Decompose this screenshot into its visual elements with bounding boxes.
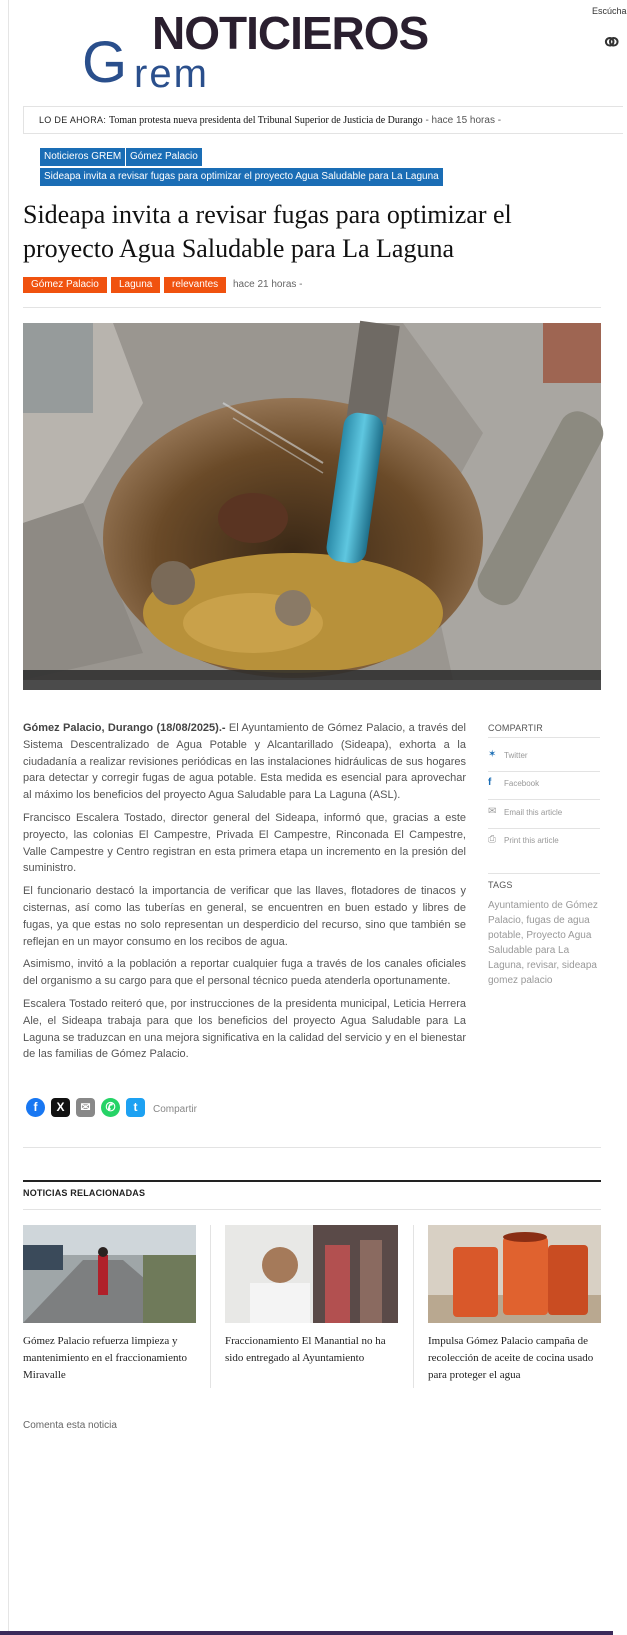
logo-rem: rem bbox=[134, 52, 209, 96]
column-separator bbox=[210, 1225, 211, 1388]
breadcrumb-home[interactable]: Noticieros GREM bbox=[40, 148, 125, 166]
category-tag[interactable]: relevantes bbox=[164, 277, 226, 293]
paragraph bbox=[23, 720, 466, 804]
divider bbox=[23, 1180, 601, 1182]
ticker-headline[interactable]: Toman protesta nueva presidenta del Tribunal Superior de Justicia de Durango bbox=[109, 115, 423, 126]
tags-heading: TAGS bbox=[488, 880, 513, 890]
share-print[interactable] bbox=[488, 828, 600, 856]
category-tag[interactable]: Gómez Palacio bbox=[23, 277, 107, 293]
site-logo[interactable] bbox=[82, 7, 429, 100]
logo-wordmark: NOTICIEROS bbox=[152, 7, 429, 59]
related-title[interactable]: Impulsa Gómez Palacio campaña de recolección de aceite de cocina usado para proteger el agua bbox=[428, 1335, 594, 1381]
ticker-headline-link[interactable] bbox=[109, 115, 501, 126]
share-twitter[interactable] bbox=[488, 743, 600, 772]
share-label[interactable]: Compartir bbox=[153, 1104, 197, 1115]
facebook-icon: f bbox=[488, 777, 492, 788]
photo-caption-bar bbox=[23, 670, 601, 690]
related-image[interactable] bbox=[23, 1225, 196, 1323]
breadcrumb-section[interactable]: Gómez Palacio bbox=[126, 148, 202, 166]
related-image[interactable] bbox=[225, 1225, 398, 1323]
logo-g: G bbox=[82, 30, 128, 95]
column-separator bbox=[413, 1225, 414, 1388]
comment-label[interactable]: Comenta esta noticia bbox=[23, 1420, 117, 1431]
share-email-label: Email this article bbox=[504, 808, 563, 817]
whatsapp-icon[interactable]: ✆ bbox=[101, 1098, 120, 1117]
share-facebook-label: Facebook bbox=[504, 779, 540, 788]
share-facebook[interactable] bbox=[488, 771, 600, 800]
divider bbox=[23, 1147, 601, 1148]
article-photo bbox=[23, 323, 601, 680]
facebook-icon[interactable]: f bbox=[26, 1098, 45, 1117]
related-heading: NOTICIAS RELACIONADAS bbox=[23, 1188, 146, 1198]
footer-bar bbox=[0, 1631, 613, 1635]
related-image[interactable] bbox=[428, 1225, 601, 1323]
x-icon[interactable]: X bbox=[51, 1098, 70, 1117]
print-icon: ⎙ bbox=[488, 834, 496, 845]
paragraph: El funcionario destacó la importancia de verificar que las llaves, flotadores de tinacos y cisternas, así como las tuberías en general, se encuentren en buen estado y libres de fugas, ya que estas no solo representan un desperdicio del recurso, sino que también se reflejan en un mayor consumo en los recibos de agua. bbox=[23, 885, 466, 948]
category-tag[interactable]: Laguna bbox=[111, 277, 160, 293]
paragraph: Escalera Tostado reiteró que, por instrucciones de la presidenta municipal, Leticia Herrera Ale, el Sideapa trabaja para que los beneficios del proyecto Agua Saludable para La Laguna se traduzcan en una mejora significativa en la calidad del servicio y en el bienestar de las familias de Gómez Palacio. bbox=[23, 997, 466, 1061]
page-border bbox=[8, 0, 9, 1635]
divider bbox=[488, 873, 600, 874]
share-heading: COMPARTIR bbox=[488, 723, 543, 733]
tags-list[interactable]: Ayuntamiento de Gómez Palacio, fugas de agua potable, Proyecto Agua Saludable para La Laguna, revisar, sideapa gomez palacio bbox=[488, 900, 598, 986]
article-body bbox=[23, 720, 466, 1069]
paragraph: Asimismo, invitó a la población a reportar cualquier fuga a través de los canales oficiales del organismo a su cargo para que el personal técnico pueda atenderla oportunamente. bbox=[23, 958, 466, 988]
ticker-time: - hace 15 horas - bbox=[422, 115, 502, 126]
listen-label[interactable]: Escúcha bbox=[592, 6, 627, 16]
ticker-label: LO DE AHORA: bbox=[39, 115, 107, 125]
twitter-icon[interactable]: t bbox=[126, 1098, 145, 1117]
related-title[interactable]: Gómez Palacio refuerza limpieza y mantenimiento en el fraccionamiento Miravalle bbox=[23, 1335, 188, 1381]
related-title[interactable]: Fraccionamiento El Manantial no ha sido entregado al Ayuntamiento bbox=[225, 1335, 386, 1364]
share-email[interactable] bbox=[488, 800, 600, 829]
breadcrumb-current: Sideapa invita a revisar fugas para optimizar el proyecto Agua Saludable para La Laguna bbox=[40, 168, 443, 186]
divider bbox=[23, 1209, 601, 1210]
paragraph-text: El Ayuntamiento de Gómez Palacio, a través del Sistema Descentralizado de Agua Potable y Alcantarillado (Sideapa), exhorta a la ciudadanía a realizar revisiones periódicas en las instalaciones hidráulicas de sus hogares para detectar y corregir fugas de agua potable. Esta medida es esencial para aprovechar al máximo los beneficios del proyecto Agua Saludable para La Laguna (ASL). bbox=[23, 722, 466, 802]
paragraph: Francisco Escalera Tostado, director general del Sideapa, informó que, gracias a este proyecto, las colonias El Campestre, Privada El Campestre, Rinconada El Campestre, Valle Campestre y Centro registran en esta primera etapa un incremento en la presión del suministro. bbox=[23, 811, 466, 875]
share-twitter-label: Twitter bbox=[504, 751, 528, 760]
headphones-icon[interactable]: ⚭ bbox=[600, 27, 624, 58]
email-icon: ✉ bbox=[488, 806, 497, 817]
divider bbox=[23, 307, 601, 308]
news-ticker bbox=[23, 106, 623, 134]
divider bbox=[488, 737, 600, 738]
article-time: hace 21 horas - bbox=[233, 279, 303, 290]
article-dateline: Gómez Palacio, Durango (18/08/2025).- bbox=[23, 722, 226, 734]
article-title: Sideapa invita a revisar fugas para optimizar el proyecto Agua Saludable para La Laguna bbox=[23, 200, 512, 263]
twitter-icon: ✶ bbox=[488, 749, 497, 760]
email-icon[interactable]: ✉ bbox=[76, 1098, 95, 1117]
share-print-label: Print this article bbox=[504, 836, 559, 845]
